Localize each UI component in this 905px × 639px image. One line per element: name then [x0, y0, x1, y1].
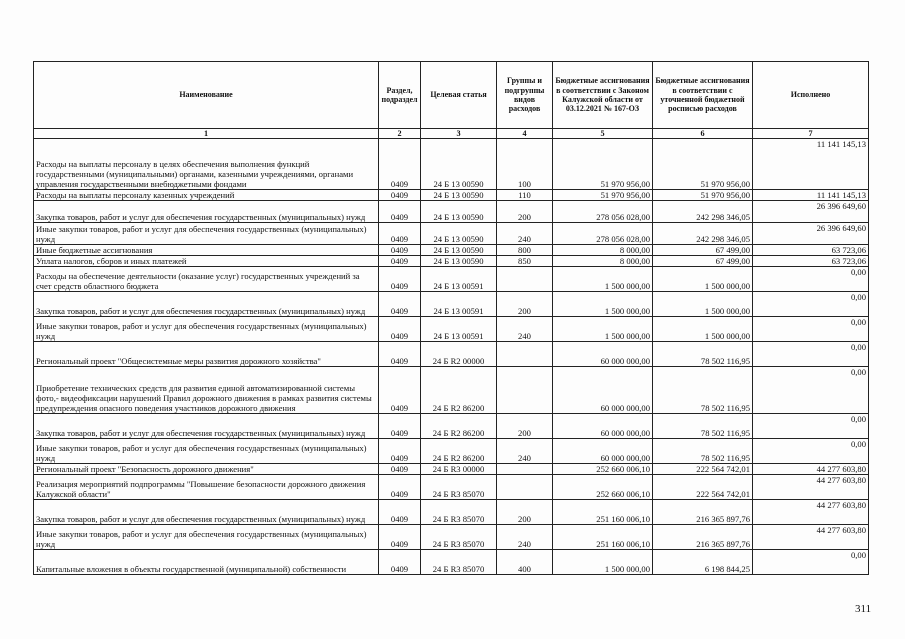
row-article: 24 Б 13 00591: [421, 292, 497, 317]
table-row: [34, 475, 869, 500]
table-row: [34, 256, 869, 267]
row-article: 24 Б R3 85070: [421, 550, 497, 575]
row-law-amount: 8 000,00: [553, 256, 653, 267]
row-law-amount: 278 056 028,00: [553, 201, 653, 223]
row-executed-amount: 63 723,06: [753, 245, 869, 256]
row-name: Приобретение технических средств для развития единой автоматизированной системы фото,- видеофиксации нарушений Правил дорожного движения в рамках развития системы предупреждения опасного поведения участников дорожного движения: [34, 367, 379, 414]
row-article: 24 Б 13 00591: [421, 267, 497, 292]
row-name: Иные закупки товаров, работ и услуг для обеспечения государственных (муниципальных) нужд: [34, 223, 379, 245]
row-name: Закупка товаров, работ и услуг для обеспечения государственных (муниципальных) нужд: [34, 292, 379, 317]
row-name: Иные закупки товаров, работ и услуг для обеспечения государственных (муниципальных) нужд: [34, 525, 379, 550]
row-article: 24 Б R3 00000: [421, 464, 497, 475]
row-executed-amount: 0,00: [753, 367, 869, 414]
row-article: 24 Б R3 85070: [421, 500, 497, 525]
row-name: Расходы на выплаты персоналу в целях обеспечения выполнения функций государственными (муниципальными) органами, казенными учреждениями, органами управления государственными внебюджетными фондами: [34, 139, 379, 190]
row-executed-amount: 0,00: [753, 342, 869, 367]
row-group: [497, 342, 553, 367]
table-row: [34, 139, 869, 190]
table-row: [34, 223, 869, 245]
row-section: 0409: [379, 245, 421, 256]
row-executed-amount: 0,00: [753, 414, 869, 439]
row-plan-amount: 242 298 346,05: [653, 223, 753, 245]
row-plan-amount: 78 502 116,95: [653, 439, 753, 464]
row-law-amount: 251 160 006,10: [553, 500, 653, 525]
col-header-law: Бюджетные ассигнования в соответствии с Законом Калужской области от 03.12.2021 № 167-ОЗ: [553, 62, 653, 129]
row-article: 24 Б 13 00590: [421, 256, 497, 267]
row-section: 0409: [379, 414, 421, 439]
row-section: 0409: [379, 190, 421, 201]
row-executed-amount: 11 141 145,13: [753, 190, 869, 201]
row-law-amount: 60 000 000,00: [553, 367, 653, 414]
row-group: 200: [497, 500, 553, 525]
table-row: [34, 464, 869, 475]
row-plan-amount: 1 500 000,00: [653, 267, 753, 292]
row-section: 0409: [379, 201, 421, 223]
row-section: 0409: [379, 267, 421, 292]
table-row: [34, 439, 869, 464]
row-group: 800: [497, 245, 553, 256]
col-header-done: Исполнено: [753, 62, 869, 129]
row-group: 200: [497, 292, 553, 317]
row-section: 0409: [379, 550, 421, 575]
col-number: 5: [553, 129, 653, 139]
header-row: [34, 62, 869, 129]
row-article: 24 Б 13 00591: [421, 317, 497, 342]
row-article: 24 Б 13 00590: [421, 245, 497, 256]
col-header-group: Группы и подгруппы видов расходов: [497, 62, 553, 129]
row-name: Уплата налогов, сборов и иных платежей: [34, 256, 379, 267]
row-name: Расходы на обеспечение деятельности (оказание услуг) государственных учреждений за счет средств областного бюджета: [34, 267, 379, 292]
row-group: [497, 367, 553, 414]
row-law-amount: 1 500 000,00: [553, 267, 653, 292]
row-law-amount: 1 500 000,00: [553, 317, 653, 342]
row-law-amount: 8 000,00: [553, 245, 653, 256]
table-row: [34, 414, 869, 439]
row-plan-amount: 242 298 346,05: [653, 201, 753, 223]
row-name: Региональный проект "Безопасность дорожного движения": [34, 464, 379, 475]
row-law-amount: 60 000 000,00: [553, 414, 653, 439]
col-number: 2: [379, 129, 421, 139]
row-law-amount: 51 970 956,00: [553, 190, 653, 201]
row-law-amount: 252 660 006,10: [553, 475, 653, 500]
row-executed-amount: 44 277 603,80: [753, 525, 869, 550]
row-group: 200: [497, 201, 553, 223]
row-law-amount: 60 000 000,00: [553, 439, 653, 464]
row-group: 240: [497, 317, 553, 342]
row-name: Закупка товаров, работ и услуг для обеспечения государственных (муниципальных) нужд: [34, 201, 379, 223]
row-plan-amount: 222 564 742,01: [653, 464, 753, 475]
row-executed-amount: 26 396 649,60: [753, 201, 869, 223]
row-law-amount: 60 000 000,00: [553, 342, 653, 367]
row-plan-amount: 1 500 000,00: [653, 292, 753, 317]
table-row: [34, 245, 869, 256]
row-executed-amount: 0,00: [753, 292, 869, 317]
row-group: [497, 464, 553, 475]
row-group: 240: [497, 525, 553, 550]
row-article: 24 Б R3 85070: [421, 525, 497, 550]
row-law-amount: 251 160 006,10: [553, 525, 653, 550]
row-executed-amount: 0,00: [753, 439, 869, 464]
row-executed-amount: 44 277 603,80: [753, 464, 869, 475]
table-row: [34, 292, 869, 317]
row-article: 24 Б R2 86200: [421, 367, 497, 414]
col-header-article: Целевая статья: [421, 62, 497, 129]
row-section: 0409: [379, 525, 421, 550]
row-name: Иные закупки товаров, работ и услуг для обеспечения государственных (муниципальных) нужд: [34, 439, 379, 464]
row-article: 24 Б R3 85070: [421, 475, 497, 500]
col-number: 3: [421, 129, 497, 139]
row-executed-amount: 26 396 649,60: [753, 223, 869, 245]
row-plan-amount: 6 198 844,25: [653, 550, 753, 575]
row-group: 400: [497, 550, 553, 575]
table-row: [34, 190, 869, 201]
table-body: [34, 139, 869, 575]
row-group: 200: [497, 414, 553, 439]
row-group: 240: [497, 439, 553, 464]
budget-table: [33, 61, 869, 575]
row-law-amount: 252 660 006,10: [553, 464, 653, 475]
col-header-section: Раздел, подраздел: [379, 62, 421, 129]
row-executed-amount: 0,00: [753, 267, 869, 292]
row-article: 24 Б 13 00590: [421, 223, 497, 245]
row-plan-amount: 216 365 897,76: [653, 525, 753, 550]
row-section: 0409: [379, 256, 421, 267]
col-header-plan: Бюджетные ассигнования в соответствии с уточненной бюджетной росписью расходов: [653, 62, 753, 129]
row-plan-amount: 78 502 116,95: [653, 414, 753, 439]
table-row: [34, 550, 869, 575]
row-article: 24 Б R2 00000: [421, 342, 497, 367]
row-plan-amount: 67 499,00: [653, 256, 753, 267]
column-numbers-row: [34, 129, 869, 139]
row-name: Закупка товаров, работ и услуг для обеспечения государственных (муниципальных) нужд: [34, 500, 379, 525]
row-section: 0409: [379, 139, 421, 190]
table-row: [34, 525, 869, 550]
table-row: [34, 500, 869, 525]
row-executed-amount: 63 723,06: [753, 256, 869, 267]
table-row: [34, 367, 869, 414]
row-name: Капитальные вложения в объекты государственной (муниципальной) собственности: [34, 550, 379, 575]
row-group: 110: [497, 190, 553, 201]
row-law-amount: 1 500 000,00: [553, 550, 653, 575]
row-plan-amount: 216 365 897,76: [653, 500, 753, 525]
row-section: 0409: [379, 464, 421, 475]
row-executed-amount: 44 277 603,80: [753, 500, 869, 525]
row-section: 0409: [379, 342, 421, 367]
table-row: [34, 201, 869, 223]
row-executed-amount: 44 277 603,80: [753, 475, 869, 500]
col-number: 6: [653, 129, 753, 139]
row-article: 24 Б R2 86200: [421, 439, 497, 464]
row-article: 24 Б R2 86200: [421, 414, 497, 439]
row-plan-amount: 78 502 116,95: [653, 342, 753, 367]
row-section: 0409: [379, 317, 421, 342]
col-number: 4: [497, 129, 553, 139]
row-law-amount: 1 500 000,00: [553, 292, 653, 317]
row-plan-amount: 67 499,00: [653, 245, 753, 256]
row-name: Расходы на выплаты персоналу казенных учреждений: [34, 190, 379, 201]
row-section: 0409: [379, 439, 421, 464]
row-plan-amount: 51 970 956,00: [653, 139, 753, 190]
row-name: Региональный проект "Общесистемные меры развития дорожного хозяйства": [34, 342, 379, 367]
row-plan-amount: 222 564 742,01: [653, 475, 753, 500]
row-name: Иные бюджетные ассигнования: [34, 245, 379, 256]
table-row: [34, 342, 869, 367]
row-executed-amount: 0,00: [753, 317, 869, 342]
row-law-amount: 51 970 956,00: [553, 139, 653, 190]
row-plan-amount: 1 500 000,00: [653, 317, 753, 342]
row-name: Иные закупки товаров, работ и услуг для обеспечения государственных (муниципальных) нужд: [34, 317, 379, 342]
row-article: 24 Б 13 00590: [421, 201, 497, 223]
row-law-amount: 278 056 028,00: [553, 223, 653, 245]
col-number: 7: [753, 129, 869, 139]
row-article: 24 Б 13 00590: [421, 190, 497, 201]
row-section: 0409: [379, 223, 421, 245]
table-row: [34, 267, 869, 292]
page-number: 311: [855, 603, 872, 615]
table-row: [34, 317, 869, 342]
row-name: Закупка товаров, работ и услуг для обеспечения государственных (муниципальных) нужд: [34, 414, 379, 439]
row-plan-amount: 78 502 116,95: [653, 367, 753, 414]
row-article: 24 Б 13 00590: [421, 139, 497, 190]
row-group: 100: [497, 139, 553, 190]
row-section: 0409: [379, 500, 421, 525]
row-plan-amount: 51 970 956,00: [653, 190, 753, 201]
col-number: 1: [34, 129, 379, 139]
row-group: 850: [497, 256, 553, 267]
row-group: [497, 475, 553, 500]
row-executed-amount: 11 141 145,13: [753, 139, 869, 190]
row-group: 240: [497, 223, 553, 245]
row-executed-amount: 0,00: [753, 550, 869, 575]
col-header-name: Наименование: [34, 62, 379, 129]
row-section: 0409: [379, 292, 421, 317]
row-section: 0409: [379, 475, 421, 500]
row-name: Реализация мероприятий подпрограммы "Повышение безопасности дорожного движения Калужской области": [34, 475, 379, 500]
row-section: 0409: [379, 367, 421, 414]
row-group: [497, 267, 553, 292]
